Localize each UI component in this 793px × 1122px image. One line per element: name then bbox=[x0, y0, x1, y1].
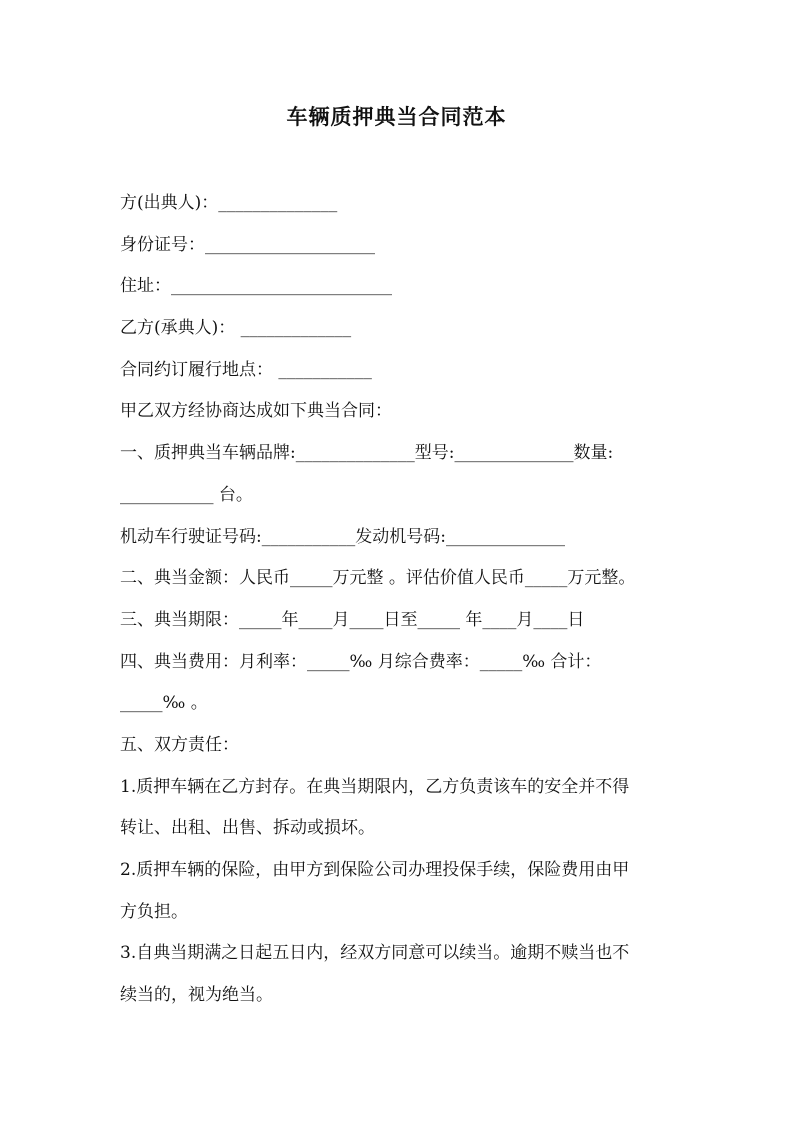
vehicle-quantity-line: ___________ 台。 bbox=[120, 484, 253, 505]
clause-2-line-2: 方负担。 bbox=[120, 901, 188, 922]
contract-location-line: 合同约订履行地点： ___________ bbox=[120, 359, 372, 380]
agreement-intro-line: 甲乙双方经协商达成如下典当合同： bbox=[120, 401, 392, 422]
clause-3-line-2: 续当的，视为绝当。 bbox=[120, 985, 273, 1006]
clause-1-line-2: 转让、出租、出售、拆动或损坏。 bbox=[120, 818, 375, 839]
pawn-amount-line: 二、典当金额：人民币_____万元整 。评估价值人民币_____万元整。 bbox=[120, 568, 636, 589]
vehicle-brand-line: 一、质押典当车辆品牌:______________型号:______________数量: bbox=[120, 443, 614, 464]
clause-2-line-1: 2.质押车辆的保险，由甲方到保险公司办理投保手续，保险费用由甲 bbox=[120, 860, 630, 880]
pawn-period-line: 三、典当期限：_____年____月____日至_____ 年____月____日 bbox=[120, 609, 585, 630]
pawn-fee-total-line: _____‰ 。 bbox=[120, 693, 208, 714]
party-a-line: 方(出典人)：______________ bbox=[120, 193, 338, 213]
clause-1-line-1: 1.质押车辆在乙方封存。在典当期限内，乙方负责该车的安全并不得 bbox=[120, 776, 630, 797]
document-title: 车辆质押典当合同范本 bbox=[286, 104, 507, 129]
document-body bbox=[120, 183, 680, 1017]
license-engine-line: 机动车行驶证号码:___________发动机号码:______________ bbox=[120, 526, 565, 547]
clause-3-line-1: 3.自典当期满之日起五日内，经双方同意可以续当。逾期不赎当也不 bbox=[120, 943, 630, 964]
id-number-line: 身份证号：____________________ bbox=[120, 234, 375, 255]
address-line: 住址：__________________________ bbox=[120, 276, 392, 297]
pawn-fee-line: 四、典当费用：月利率：_____‰ 月综合费率：_____‰ 合计： bbox=[120, 651, 602, 672]
responsibilities-heading: 五、双方责任： bbox=[120, 734, 239, 755]
party-b-line: 乙方(承典人)： _____________ bbox=[120, 318, 352, 339]
